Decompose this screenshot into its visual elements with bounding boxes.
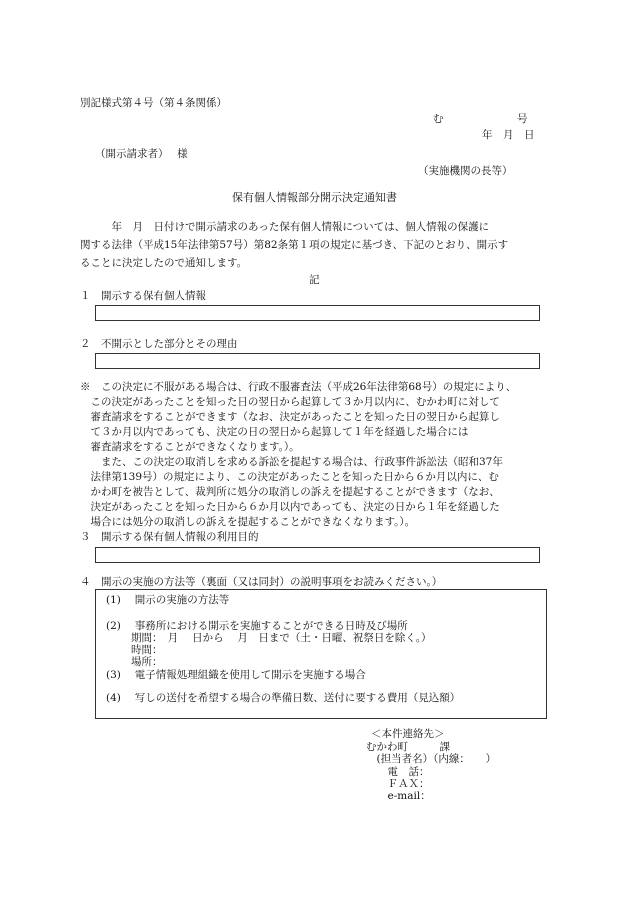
method-item-4: (4) 写しの送付を希望する場合の準備日数、送付に要する費用（見込額） [106,692,461,704]
section-1-heading: １ 開示する保有個人情報 [80,290,206,302]
intro-line: 年 月 日付けで開示請求のあった保有個人情報については、個人情報の保護に [80,221,490,233]
section-4-heading: ４ 開示の実施の方法等（裏面（又は同封）の説明事項をお読みください。） [80,576,443,588]
intro-line: 関する法律（平成15年法律第57号）第82条第１項の規定に基づき、下記のとおり、開示す [80,239,509,251]
form-label: 別記様式第４号（第４条関係） [80,97,227,109]
contact-tel: 電 話： [377,766,430,778]
recipient: （開示請求者） 様 [95,148,188,160]
document-title: 保有個人情報部分開示決定通知書 [232,191,397,204]
section-4-box [95,589,547,719]
section-3-heading: ３ 開示する保有個人情報の利用目的 [80,531,259,543]
ki-label: 記 [309,274,320,286]
contact-dept: むかわ町 課 [366,741,450,753]
note-line: 決定があったことを知った日から６か月以内であっても、決定の日から１年を経過した [80,501,500,513]
section-2-heading: ２ 不開示とした部分とその理由 [80,338,238,350]
contact-fax: ＦＡＸ： [377,778,430,790]
issuer: （実施機関の長等） [418,165,513,177]
method-period: 期間： 月 日から 月 日まで（土・日曜、祝祭日を除く。） [131,632,432,644]
method-place: 場所： [131,656,163,668]
document-number: む 号 [433,113,528,125]
method-item-2: (2) 事務所における開示を実施することができる日時及び場所 [106,620,408,632]
note-line: 場合には処分の取消しの訴えを提起することができなくなります。）。 [80,516,416,528]
section-2-field[interactable] [95,353,540,369]
note-line: また、この決定の取消しを求める訴訟を提起する場合は、行政事件訴訟法（昭和37年 [80,456,503,468]
contact-person: (担当者名）（内線： ） [366,753,497,765]
section-3-field[interactable] [95,547,540,563]
section-1-field[interactable] [95,305,540,321]
note-line: かわ町を被告として、裁判所に処分の取消しの訴えを提起することができます（なお、 [80,486,500,498]
note-line: 審査請求をすることができます（なお、決定があったことを知った日の翌日から起算し [80,411,500,423]
method-time: 時間： [131,644,163,656]
note-line: この決定があったことを知った日の翌日から起算して３か月以内に、むかわ町に対して [80,396,500,408]
contact-email: e-mail： [377,790,431,802]
contact-heading: ＜本件連絡先＞ [371,728,445,740]
intro-paragraph [80,220,550,271]
intro-line: ることに決定したので通知します。 [80,257,248,269]
note-line: 法律第139号）の規定により、この決定があったことを知った日から６か月以内に、む [80,471,499,483]
appeal-note [80,380,560,530]
note-line: 審査請求をすることができなくなります。）。 [80,441,300,453]
note-line: て３か月以内であっても、決定の日の翌日から起算して１年を経過した場合には [80,426,469,438]
issue-date: 年 月 日 [482,129,535,141]
method-item-3: (3) 電子情報処理組織を使用して開示を実施する場合 [106,669,366,681]
method-item-1: (1) 開示の実施の方法等 [106,594,230,606]
note-line: ※ この決定に不服がある場合は、行政不服審査法（平成26年法律第68号）の規定により、 [80,381,517,393]
